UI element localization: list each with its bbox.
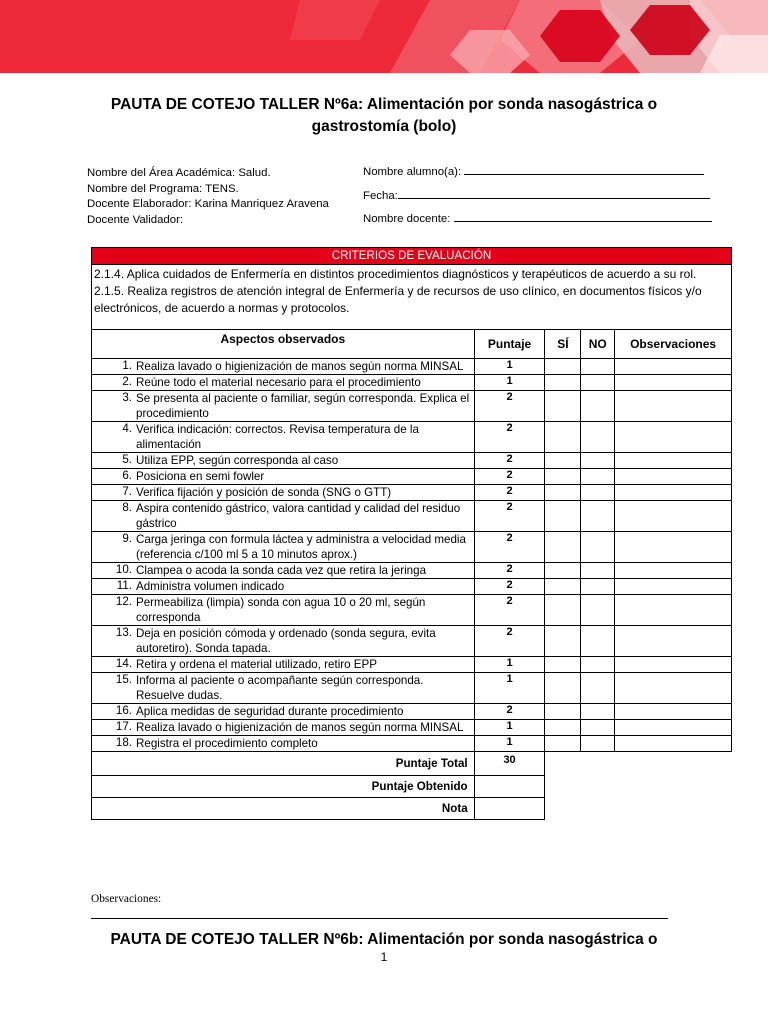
table-row [92,375,732,391]
notes-cell[interactable] [615,501,732,532]
date-field[interactable] [363,185,712,209]
aspect-cell [92,736,475,752]
item-score: 2 [474,704,545,720]
validator-teacher: Docente Validador: [87,213,184,226]
item-number: 15. [115,673,132,686]
no-cell[interactable] [581,704,615,720]
item-text: Verifica fijación y posición de sonda (SNG o GTT) [136,486,392,499]
item-text: Reúne todo el material necesario para el procedimiento [136,376,421,389]
no-cell[interactable] [581,673,615,704]
item-score: 2 [474,595,545,626]
aspect-cell [92,657,475,673]
notes-cell[interactable] [615,485,732,501]
notes-cell[interactable] [615,579,732,595]
item-score: 1 [474,657,545,673]
no-cell[interactable] [581,422,615,453]
table-row [92,485,732,501]
yes-cell[interactable] [545,673,581,704]
item-number: 16. [115,704,132,717]
item-number: 5. [122,453,132,466]
table-row [92,563,732,579]
item-score: 2 [474,453,545,469]
item-number: 8. [122,501,132,514]
yes-cell[interactable] [545,563,581,579]
obtained-value[interactable] [474,776,545,798]
no-cell[interactable] [581,469,615,485]
no-cell[interactable] [581,485,615,501]
table-row [92,359,732,375]
item-number: 13. [115,626,132,639]
criterion-2-1-4: 2.1.4. Aplica cuidados de Enfermería en distintos procedimientos diagnósticos y terapéuticos de acuerdo a su rol. [94,267,697,281]
item-text: Verifica indicación: correctos. Revisa temperatura de la alimentación [136,423,419,451]
table-row [92,501,732,532]
item-number: 10. [115,563,132,576]
item-number: 4. [122,422,132,435]
item-number: 6. [122,469,132,482]
table-row [92,657,732,673]
yes-cell[interactable] [545,359,581,375]
notes-cell[interactable] [615,673,732,704]
item-text: Administra volumen indicado [136,580,285,593]
aspect-cell [92,563,475,579]
item-text: Posiciona en semi fowler [136,470,265,483]
grade-blank [545,798,732,820]
no-cell[interactable] [581,532,615,563]
yes-cell[interactable] [545,704,581,720]
item-number: 17. [115,720,132,733]
item-score: 2 [474,532,545,563]
table-row [92,736,732,752]
aspect-cell [92,469,475,485]
aspect-cell [92,626,475,657]
table-row [92,626,732,657]
table-row [92,453,732,469]
item-text: Utiliza EPP, según corresponda al caso [136,454,339,467]
notes-cell[interactable] [615,359,732,375]
item-text: Retira y ordena el material utilizado, retiro EPP [136,658,378,671]
student-name-line[interactable] [464,174,704,175]
title-line-1: PAUTA DE COTEJO TALLER Nº6a: Alimentación por sonda nasogástrica o [110,96,658,113]
item-text: Aspira contenido gástrico, valora cantidad y calidad del residuo gástrico [136,502,461,530]
notes-cell[interactable] [615,720,732,736]
aspect-cell [92,532,475,563]
item-number: 1. [122,359,132,372]
yes-cell[interactable] [545,657,581,673]
page-title [60,94,708,138]
program-name: Nombre del Programa: TENS. [87,182,239,195]
author-teacher: Docente Elaborador: Karina Manriquez Aravena [87,198,329,210]
item-text: Realiza lavado o higienización de manos según norma MINSAL [136,721,464,734]
notes-cell[interactable] [615,391,732,422]
header-banner [0,0,768,73]
table-row [92,579,732,595]
notes-cell[interactable] [615,595,732,626]
item-number: 12. [115,595,132,608]
item-text: Informa al paciente o acompañante según corresponda. Resuelve dudas. [136,674,424,702]
notes-cell[interactable] [615,532,732,563]
table-row [92,720,732,736]
date-line[interactable] [398,198,710,199]
item-score: 2 [474,422,545,453]
item-score: 2 [474,579,545,595]
item-score: 2 [474,626,545,657]
notes-cell[interactable] [615,736,732,752]
title-line-2: gastrostomía (bolo) [311,118,457,135]
col-score: Puntaje [474,330,545,359]
aspect-cell [92,704,475,720]
teacher-name-line[interactable] [454,221,712,222]
item-text: Carga jeringa con formula láctea y administra a velocidad media (referencia c/100 ml 5 a 10 minutos aprox.) [136,533,466,561]
student-info [363,161,712,232]
decorative-hexagon-pattern [0,0,768,73]
observations-line[interactable] [91,918,668,919]
col-no: NO [581,330,615,359]
yes-cell[interactable] [545,469,581,485]
yes-cell[interactable] [545,485,581,501]
yes-cell[interactable] [545,501,581,532]
aspect-cell [92,422,475,453]
item-number: 7. [122,485,132,498]
item-text: Se presenta al paciente o familiar, según corresponda. Explica el procedimiento [136,392,470,420]
no-cell[interactable] [581,720,615,736]
item-text: Deja en posición cómoda y ordenado (sonda segura, evita autoretiro). Sonda tapada. [136,627,436,655]
total-blank [545,752,732,776]
obtained-blank [545,776,732,798]
yes-cell[interactable] [545,579,581,595]
aspect-cell [92,595,475,626]
item-text: Permeabiliza (limpia) sonda con agua 10 o 20 ml, según corresponda [136,596,426,624]
item-score: 2 [474,391,545,422]
no-cell[interactable] [581,563,615,579]
item-score: 2 [474,563,545,579]
criterion-2-1-5: 2.1.5. Realiza registros de atención integral de Enfermería y de recursos de uso clínico, en documentos físicos y/o electrónicos, de acuerdo a normas y protocolos. [94,284,702,315]
item-number: 14. [115,657,132,670]
no-cell[interactable] [581,501,615,532]
yes-cell[interactable] [545,391,581,422]
yes-cell[interactable] [545,532,581,563]
notes-cell[interactable] [615,657,732,673]
col-yes: SÍ [545,330,581,359]
no-cell[interactable] [581,626,615,657]
yes-cell[interactable] [545,720,581,736]
notes-cell[interactable] [615,422,732,453]
yes-cell[interactable] [545,736,581,752]
item-score: 1 [474,720,545,736]
no-cell[interactable] [581,736,615,752]
table-row [92,704,732,720]
grade-label: Nota [92,798,475,820]
table-row [92,422,732,453]
item-number: 11. [116,579,132,592]
yes-cell[interactable] [545,375,581,391]
item-number: 18. [115,736,132,749]
notes-cell[interactable] [615,375,732,391]
item-score: 1 [474,359,545,375]
item-score: 2 [474,469,545,485]
student-name-field[interactable] [363,161,712,185]
item-score: 1 [474,375,545,391]
checklist-table [91,247,732,820]
items-body [92,359,732,752]
yes-cell[interactable] [545,422,581,453]
yes-cell[interactable] [545,453,581,469]
no-cell[interactable] [581,375,615,391]
item-number: 3. [122,391,132,404]
criteria-text [92,265,732,330]
total-value: 30 [474,752,545,776]
item-text: Clampea o acoda la sonda cada vez que retira la jeringa [136,564,427,577]
obtained-label: Puntaje Obtenido [92,776,475,798]
table-row [92,595,732,626]
no-cell[interactable] [581,595,615,626]
student-name-label: Nombre alumno(a): [363,166,462,178]
no-cell[interactable] [581,579,615,595]
yes-cell[interactable] [545,595,581,626]
aspect-cell [92,673,475,704]
notes-cell[interactable] [615,704,732,720]
aspect-cell [92,720,475,736]
next-title: PAUTA DE COTEJO TALLER Nº6b: Alimentación por sonda nasogástrica o [110,931,658,948]
observations-label: Observaciones: [91,893,162,905]
course-info [87,166,329,228]
table-row [92,469,732,485]
no-cell[interactable] [581,391,615,422]
total-label: Puntaje Total [92,752,475,776]
teacher-name-field[interactable] [363,208,712,232]
table-row [92,673,732,704]
item-text: Registra el procedimiento completo [136,737,318,750]
table-row [92,532,732,563]
no-cell[interactable] [581,359,615,375]
date-label: Fecha: [363,189,398,202]
aspect-cell [92,359,475,375]
aspect-cell [92,453,475,469]
aspect-cell [92,375,475,391]
aspect-cell [92,391,475,422]
item-text: Realiza lavado o higienización de manos según norma MINSAL [136,360,464,373]
item-score: 1 [474,736,545,752]
item-score: 1 [474,673,545,704]
item-score: 2 [474,501,545,532]
grade-value[interactable] [474,798,545,820]
yes-cell[interactable] [545,626,581,657]
page-number: 1 [380,950,388,964]
notes-cell[interactable] [615,563,732,579]
item-number: 2. [122,375,132,388]
item-text: Aplica medidas de seguridad durante procedimiento [136,705,404,718]
table-row [92,391,732,422]
item-score: 2 [474,485,545,501]
col-notes: Observaciones [615,330,732,359]
notes-cell[interactable] [615,453,732,469]
aspect-cell [92,501,475,532]
item-number: 9. [122,532,132,545]
notes-cell[interactable] [615,469,732,485]
aspect-cell [92,485,475,501]
aspect-cell [92,579,475,595]
teacher-name-label: Nombre docente: [363,213,451,225]
academic-area: Nombre del Área Académica: Salud. [87,167,271,179]
no-cell[interactable] [581,657,615,673]
criteria-header: CRITERIOS DE EVALUACIÓN [92,248,732,265]
col-aspects: Aspectos observados [92,330,475,359]
no-cell[interactable] [581,453,615,469]
notes-cell[interactable] [615,626,732,657]
